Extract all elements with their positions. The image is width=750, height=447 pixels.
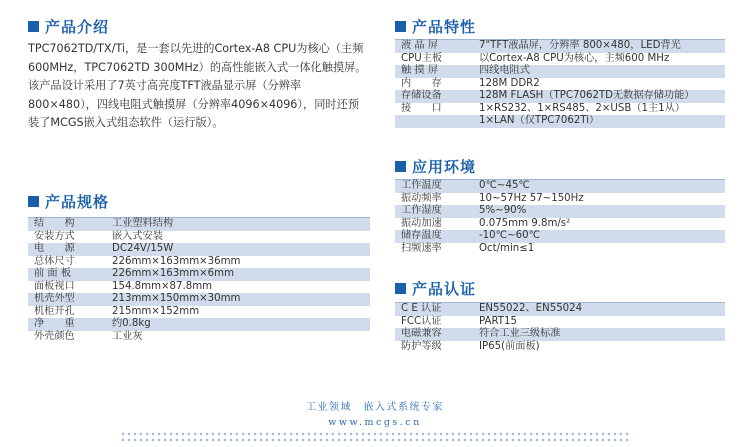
table-row <box>28 218 370 231</box>
spec-label: 面板视口 <box>34 280 75 292</box>
spec-label: 电 源 <box>28 243 106 256</box>
spec-label <box>395 115 473 128</box>
table-row <box>395 230 725 243</box>
spec-value: 1×RS232、1×RS485、2×USB（1主1从） <box>479 102 686 114</box>
spec-label: 振动加速 <box>401 217 442 229</box>
table-row <box>28 331 370 344</box>
features-section-title <box>395 16 476 37</box>
square-bullet-icon <box>28 21 39 32</box>
spec-label: 扫频速率 <box>401 242 442 254</box>
spec-label: 前 面 板 <box>28 268 106 281</box>
table-row <box>395 40 725 53</box>
table-row <box>28 256 370 269</box>
spec-value: 以Cortex-A8 CPU为核心，主频600 MHz <box>479 52 670 64</box>
table-row <box>395 193 725 206</box>
dot-pattern-decoration <box>120 431 630 443</box>
intro-title: 产品介绍 <box>45 18 110 36</box>
spec-label: C E 认证 <box>395 303 473 316</box>
table-row <box>395 180 725 193</box>
spec-label: 接 口 <box>401 102 442 114</box>
spec-value: 嵌入式安装 <box>112 230 163 242</box>
intro-section-title <box>28 16 109 37</box>
spec-value: PART15 <box>479 315 517 327</box>
spec-label: 振动频率 <box>401 192 442 204</box>
spec-label: 触 摸 屏 <box>395 65 473 78</box>
spec-label: 液 晶 屏 <box>395 40 473 53</box>
intro-paragraph: TPC7062TD/TX/Ti，是一套以先进的Cortex-A8 CPU为核心（主频600MHz，TPC7062TD 300MHz）的高性能嵌入式一体化触摸屏。该产品设计采用了7英寸高亮度TFT液晶显示屏（分辨率800×480），四线电阻式触摸屏（分辨率4096×4096），同时还预装了MCGS嵌入式组态软件（运行版）。 <box>28 42 367 130</box>
table-row <box>395 303 725 316</box>
spec-value: 213mm×150mm×30mm <box>106 293 370 306</box>
spec-label: 内 存 <box>401 77 442 89</box>
cert-table <box>395 303 725 353</box>
spec-label: FCC认证 <box>401 315 442 327</box>
table-row <box>28 231 370 244</box>
spec-value: Oct/min≤1 <box>479 242 535 254</box>
table-row <box>395 316 725 329</box>
env-table <box>395 180 725 255</box>
spec-value: 154.8mm×87.8mm <box>112 280 213 292</box>
spec-value: 215mm×152mm <box>112 305 200 317</box>
spec-value: 符合工业三级标准 <box>473 328 725 341</box>
spec-value: DC24V/15W <box>106 243 370 256</box>
table-row <box>395 78 725 91</box>
spec-label: 储存温度 <box>395 230 473 243</box>
table-row <box>395 243 725 256</box>
env-rows <box>395 180 725 255</box>
spec-value: 128M FLASH（TPC7062TD无数据存储功能） <box>473 90 725 103</box>
spec-value: 226mm×163mm×6mm <box>106 268 370 281</box>
specs-rows <box>28 218 370 343</box>
spec-label: 总体尺寸 <box>34 255 75 267</box>
spec-value: 5%~90% <box>473 205 725 218</box>
table-row <box>395 90 725 103</box>
square-bullet-icon <box>395 21 406 32</box>
spec-label: 工作温度 <box>395 180 473 193</box>
square-bullet-icon <box>28 196 39 207</box>
table-row <box>28 268 370 281</box>
spec-value: 工业塑料结构 <box>106 218 370 231</box>
spec-label: 防护等级 <box>401 340 442 352</box>
square-bullet-icon <box>395 283 406 294</box>
spec-value: 四线电阻式 <box>473 65 725 78</box>
table-row <box>395 218 725 231</box>
spec-value: 工业灰 <box>112 330 143 342</box>
cert-rows <box>395 303 725 353</box>
spec-value: 0℃~45℃ <box>473 180 725 193</box>
table-row <box>28 306 370 319</box>
spec-label: 工作湿度 <box>395 205 473 218</box>
spec-label: 结 构 <box>28 218 106 231</box>
cert-section-title <box>395 278 476 299</box>
table-row <box>28 318 370 331</box>
table-row <box>395 328 725 341</box>
specs-section-title <box>28 191 109 212</box>
spec-label: 机柜开孔 <box>34 305 75 317</box>
table-row <box>395 103 725 116</box>
features-title: 产品特性 <box>412 18 477 36</box>
table-row <box>395 65 725 78</box>
footer-slogan: 工业领域 嵌入式系统专家 <box>306 402 444 413</box>
spec-value: 约0.8kg <box>106 318 370 331</box>
footer-url: www.mcgs.cn <box>328 417 422 428</box>
spec-value: 10~57Hz 57~150Hz <box>479 192 584 204</box>
spec-label: 电磁兼容 <box>395 328 473 341</box>
features-table <box>395 40 725 128</box>
spec-label: 净 重 <box>28 318 106 331</box>
spec-label: 存储设备 <box>395 90 473 103</box>
env-section-title <box>395 156 476 177</box>
spec-value: 128M DDR2 <box>479 77 540 89</box>
spec-value: IP65(前面板) <box>479 340 540 352</box>
table-row <box>28 293 370 306</box>
square-bullet-icon <box>395 161 406 172</box>
specs-table <box>28 218 370 343</box>
table-row <box>28 281 370 294</box>
spec-value: -10℃~60℃ <box>473 230 725 243</box>
spec-label: 机壳外型 <box>28 293 106 306</box>
spec-label: CPU主板 <box>401 52 443 64</box>
spec-label: 安装方式 <box>34 230 75 242</box>
table-row <box>395 115 725 128</box>
spec-value: 226mm×163mm×36mm <box>112 255 241 267</box>
spec-label: 外壳颜色 <box>34 330 75 342</box>
table-row <box>395 53 725 66</box>
spec-value: 1×LAN（仅TPC7062Ti） <box>473 115 725 128</box>
features-rows <box>395 40 725 128</box>
spec-value: EN55022、EN55024 <box>473 303 725 316</box>
spec-value: 0.075mm 9.8m/s² <box>479 217 571 229</box>
table-row <box>395 205 725 218</box>
table-row <box>28 243 370 256</box>
cert-title: 产品认证 <box>412 280 477 298</box>
table-row <box>395 341 725 354</box>
specs-title: 产品规格 <box>45 193 110 211</box>
env-title: 应用环境 <box>412 158 477 176</box>
spec-value: 7"TFT液晶屏，分辨率 800×480，LED背光 <box>473 40 725 53</box>
